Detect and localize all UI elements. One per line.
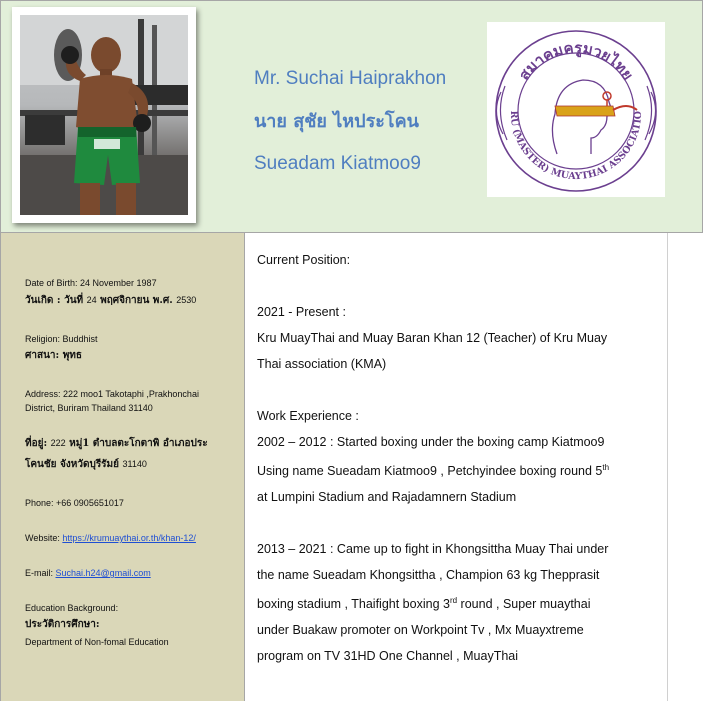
career-section xyxy=(245,233,668,701)
current-role-line-1: Kru MuayThai and Muay Baran Khan 12 (Teacher) of Kru Muay xyxy=(257,331,608,345)
work-2-line-2: the name Sueadam Khongsittha , Champion 63 kg Thepprasit xyxy=(257,568,600,583)
address-english-line-1: Address: 222 moo1 Takotaphi ,Prakhonchai xyxy=(25,389,199,399)
profile-photo-frame xyxy=(12,7,196,223)
dob-english: Date of Birth: 24 November 1987 xyxy=(25,278,157,288)
boxer-illustration xyxy=(20,15,188,215)
email: E-mail: Suchai.h24@gmail.com xyxy=(25,568,151,578)
name-english: Mr. Suchai Haiprakhon xyxy=(254,68,447,89)
current-role-line-2: Thai association (KMA) xyxy=(257,357,387,371)
personal-info-sidebar xyxy=(0,233,245,701)
education-heading-english: Education Background: xyxy=(25,603,119,613)
profile-photo xyxy=(20,15,188,215)
work-2-line-5: program on TV 31HD One Channel , MuayThai xyxy=(257,649,519,664)
work-1-line-1: 2002 – 2012 : Started boxing under the boxing camp Kiatmoo9 xyxy=(257,435,605,449)
address-thai-line-1: ที่อยู่: 222 หมู่1 ตำบลตะโกตาพิ อำเภอประ xyxy=(25,438,208,449)
association-seal-icon xyxy=(487,22,665,197)
religion-thai: ศาสนา: พุทธ xyxy=(25,350,82,361)
association-logo xyxy=(487,22,665,197)
education-value: Department of Non-fomal Education xyxy=(25,637,169,647)
profile-header xyxy=(0,0,703,233)
website-link[interactable]: https://krumuaythai.or.th/khan-12/ xyxy=(62,533,196,543)
work-experience-heading: Work Experience : xyxy=(257,409,359,423)
email-link[interactable]: Suchai.h24@gmail.com xyxy=(55,568,151,578)
current-period: 2021 - Present : xyxy=(257,305,346,319)
logo-text-thai: สมาคมครูมวยไทย xyxy=(515,38,637,84)
education-heading-thai: ประวัติการศึกษา: xyxy=(25,619,100,630)
current-position-heading: Current Position: xyxy=(257,253,351,267)
ring-name: Sueadam Kiatmoo9 xyxy=(254,153,421,174)
address-english-line-2: District, Buriram Thailand 31140 xyxy=(25,403,153,413)
name-block xyxy=(254,67,446,176)
work-2-line-4: under Buakaw promoter on Workpoint Tv , Mx Muayxtreme xyxy=(257,623,584,638)
work-2-line-1: 2013 – 2021 : Came up to fight in Khongsittha Muay Thai under xyxy=(257,542,609,557)
work-2-line-3: boxing stadium , Thaifight boxing 3rd round , Super muaythai xyxy=(257,596,591,612)
name-thai: นาย สุชัย ไหประโคน xyxy=(254,111,419,132)
logo-text-english: RU (MASTER) MUAYTHAI ASSOCIATIO xyxy=(507,110,645,183)
work-1-line-3: at Lumpini Stadium and Rajadamnern Stadium xyxy=(257,490,517,505)
address-thai-line-2: โคนชัย จังหวัดบุรีรัมย์ 31140 xyxy=(25,459,147,470)
work-1-line-2: Using name Sueadam Kiatmoo9 , Petchyindee boxing round 5th xyxy=(257,463,610,479)
dob-thai: วันเกิด : วันที่ 24 พฤศจิกายน พ.ศ. 2530 xyxy=(25,295,197,306)
svg-text:สมาคมครูมวยไทย xyxy=(515,39,637,84)
phone-number: Phone: +66 0905651017 xyxy=(25,498,124,508)
website: Website: https://krumuaythai.or.th/khan-12/ xyxy=(25,533,196,543)
religion-english: Religion: Buddhist xyxy=(25,334,98,344)
